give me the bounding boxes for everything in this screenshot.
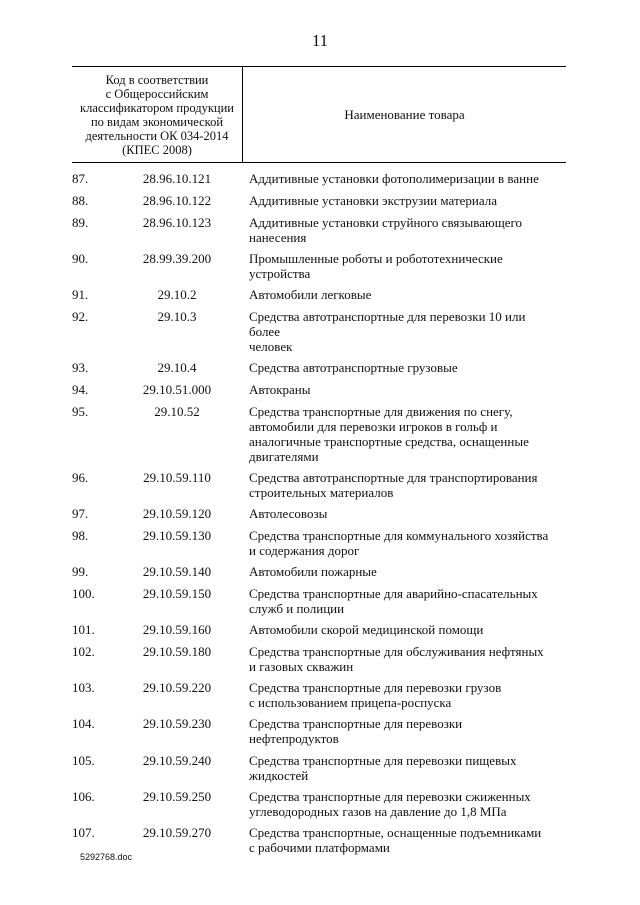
row-product-name: Средства транспортные для перевозки грузов с использованием прицепа-роспуска bbox=[249, 680, 502, 710]
column-header-name: Наименование товара bbox=[344, 106, 465, 122]
table-row bbox=[72, 360, 566, 375]
table-row bbox=[72, 287, 566, 302]
row-number: 102. bbox=[72, 644, 95, 659]
table-row bbox=[72, 251, 566, 281]
row-number: 97. bbox=[72, 506, 89, 521]
table-row bbox=[72, 825, 566, 855]
row-product-name: Средства транспортные для коммунального хозяйства и содержания дорог bbox=[249, 528, 549, 558]
row-number: 99. bbox=[72, 564, 89, 579]
row-code: 28.96.10.121 bbox=[142, 171, 212, 186]
table-row bbox=[72, 789, 566, 819]
row-code: 29.10.2 bbox=[157, 287, 197, 302]
row-code: 28.99.39.200 bbox=[142, 251, 212, 266]
row-code: 29.10.59.250 bbox=[142, 789, 212, 804]
row-code: 29.10.59.160 bbox=[142, 622, 212, 637]
row-product-name: Средства транспортные для перевозки пищевых жидкостей bbox=[249, 753, 517, 783]
row-product-name: Средства транспортные для перевозки сжиженных углеводородных газов на давление до 1,8 МПа bbox=[249, 789, 531, 819]
row-product-name: Средства автотранспортные для транспортирования строительных материалов bbox=[249, 470, 538, 500]
row-product-name: Автомобили пожарные bbox=[249, 564, 377, 579]
row-code: 29.10.59.110 bbox=[143, 470, 211, 485]
row-product-name: Аддитивные установки экструзии материала bbox=[249, 193, 497, 208]
table-row bbox=[72, 644, 566, 674]
table-header bbox=[72, 66, 566, 163]
table-row bbox=[72, 753, 566, 783]
row-number: 94. bbox=[72, 382, 89, 397]
row-number: 104. bbox=[72, 716, 95, 731]
row-number: 98. bbox=[72, 528, 89, 543]
table-row bbox=[72, 309, 566, 354]
row-number: 107. bbox=[72, 825, 95, 840]
table-row bbox=[72, 171, 566, 186]
row-product-name: Аддитивные установки фотополимеризации в ванне bbox=[249, 171, 539, 186]
row-product-name: Автомобили скорой медицинской помощи bbox=[249, 622, 484, 637]
row-code: 28.96.10.123 bbox=[142, 215, 212, 230]
row-number: 91. bbox=[72, 287, 89, 302]
row-number: 88. bbox=[72, 193, 89, 208]
table-row bbox=[72, 404, 566, 464]
row-code: 29.10.59.230 bbox=[142, 716, 212, 731]
row-number: 89. bbox=[72, 215, 89, 230]
row-code: 29.10.59.140 bbox=[142, 564, 212, 579]
row-product-name: Средства транспортные для обслуживания нефтяных и газовых скважин bbox=[249, 644, 544, 674]
table-row bbox=[72, 193, 566, 208]
row-product-name: Автокраны bbox=[249, 382, 311, 397]
row-code: 29.10.59.180 bbox=[142, 644, 212, 659]
row-code: 29.10.59.120 bbox=[142, 506, 212, 521]
row-number: 106. bbox=[72, 789, 95, 804]
table-row bbox=[72, 622, 566, 637]
row-product-name: Средства транспортные для аварийно-спасательных служб и полиции bbox=[249, 586, 538, 616]
row-product-name: Средства транспортные для движения по снегу, автомобили для перевозки игроков в гольф и аналогичные транспортные средства, оснащенные двигателями bbox=[249, 404, 529, 464]
row-code: 29.10.59.150 bbox=[142, 586, 212, 601]
table-row bbox=[72, 470, 566, 500]
row-product-name: Средства автотранспортные для перевозки 10 или более человек bbox=[249, 309, 526, 354]
column-header-code: Код в соответствии с Общероссийским классификатором продукции по видам экономической деятельности ОК 034-2014 (КПЕС 2008) bbox=[72, 67, 243, 162]
row-code: 28.96.10.122 bbox=[142, 193, 212, 208]
row-product-name: Автомобили легковые bbox=[249, 287, 372, 302]
row-number: 100. bbox=[72, 586, 95, 601]
row-code: 29.10.3 bbox=[157, 309, 197, 324]
table-row bbox=[72, 215, 566, 245]
row-product-name: Автолесовозы bbox=[249, 506, 328, 521]
table-row bbox=[72, 680, 566, 710]
row-number: 87. bbox=[72, 171, 89, 186]
row-code: 29.10.4 bbox=[157, 360, 197, 375]
page-number: 11 bbox=[311, 31, 329, 50]
row-product-name: Промышленные роботы и робототехнические устройства bbox=[249, 251, 503, 281]
row-number: 90. bbox=[72, 251, 89, 266]
table-row bbox=[72, 716, 566, 746]
table-row bbox=[72, 564, 566, 579]
row-code: 29.10.59.270 bbox=[142, 825, 212, 840]
row-number: 103. bbox=[72, 680, 95, 695]
row-code: 29.10.59.240 bbox=[142, 753, 212, 768]
table-row bbox=[72, 506, 566, 521]
footer-filename: 5292768.doc bbox=[80, 852, 133, 862]
row-number: 96. bbox=[72, 470, 89, 485]
row-product-name: Средства транспортные для перевозки нефтепродуктов bbox=[249, 716, 463, 746]
row-code: 29.10.51.000 bbox=[142, 382, 212, 397]
row-code: 29.10.59.220 bbox=[142, 680, 212, 695]
row-code: 29.10.52 bbox=[154, 404, 200, 419]
table-body bbox=[72, 171, 566, 861]
row-number: 101. bbox=[72, 622, 95, 637]
row-number: 92. bbox=[72, 309, 89, 324]
row-product-name: Средства транспортные, оснащенные подъемниками с рабочими платформами bbox=[249, 825, 542, 855]
row-number: 105. bbox=[72, 753, 95, 768]
table-row bbox=[72, 382, 566, 397]
row-code: 29.10.59.130 bbox=[142, 528, 212, 543]
row-product-name: Аддитивные установки струйного связывающего нанесения bbox=[249, 215, 522, 245]
table-row bbox=[72, 586, 566, 616]
row-product-name: Средства автотранспортные грузовые bbox=[249, 360, 458, 375]
row-number: 93. bbox=[72, 360, 89, 375]
row-number: 95. bbox=[72, 404, 89, 419]
table-row bbox=[72, 528, 566, 558]
